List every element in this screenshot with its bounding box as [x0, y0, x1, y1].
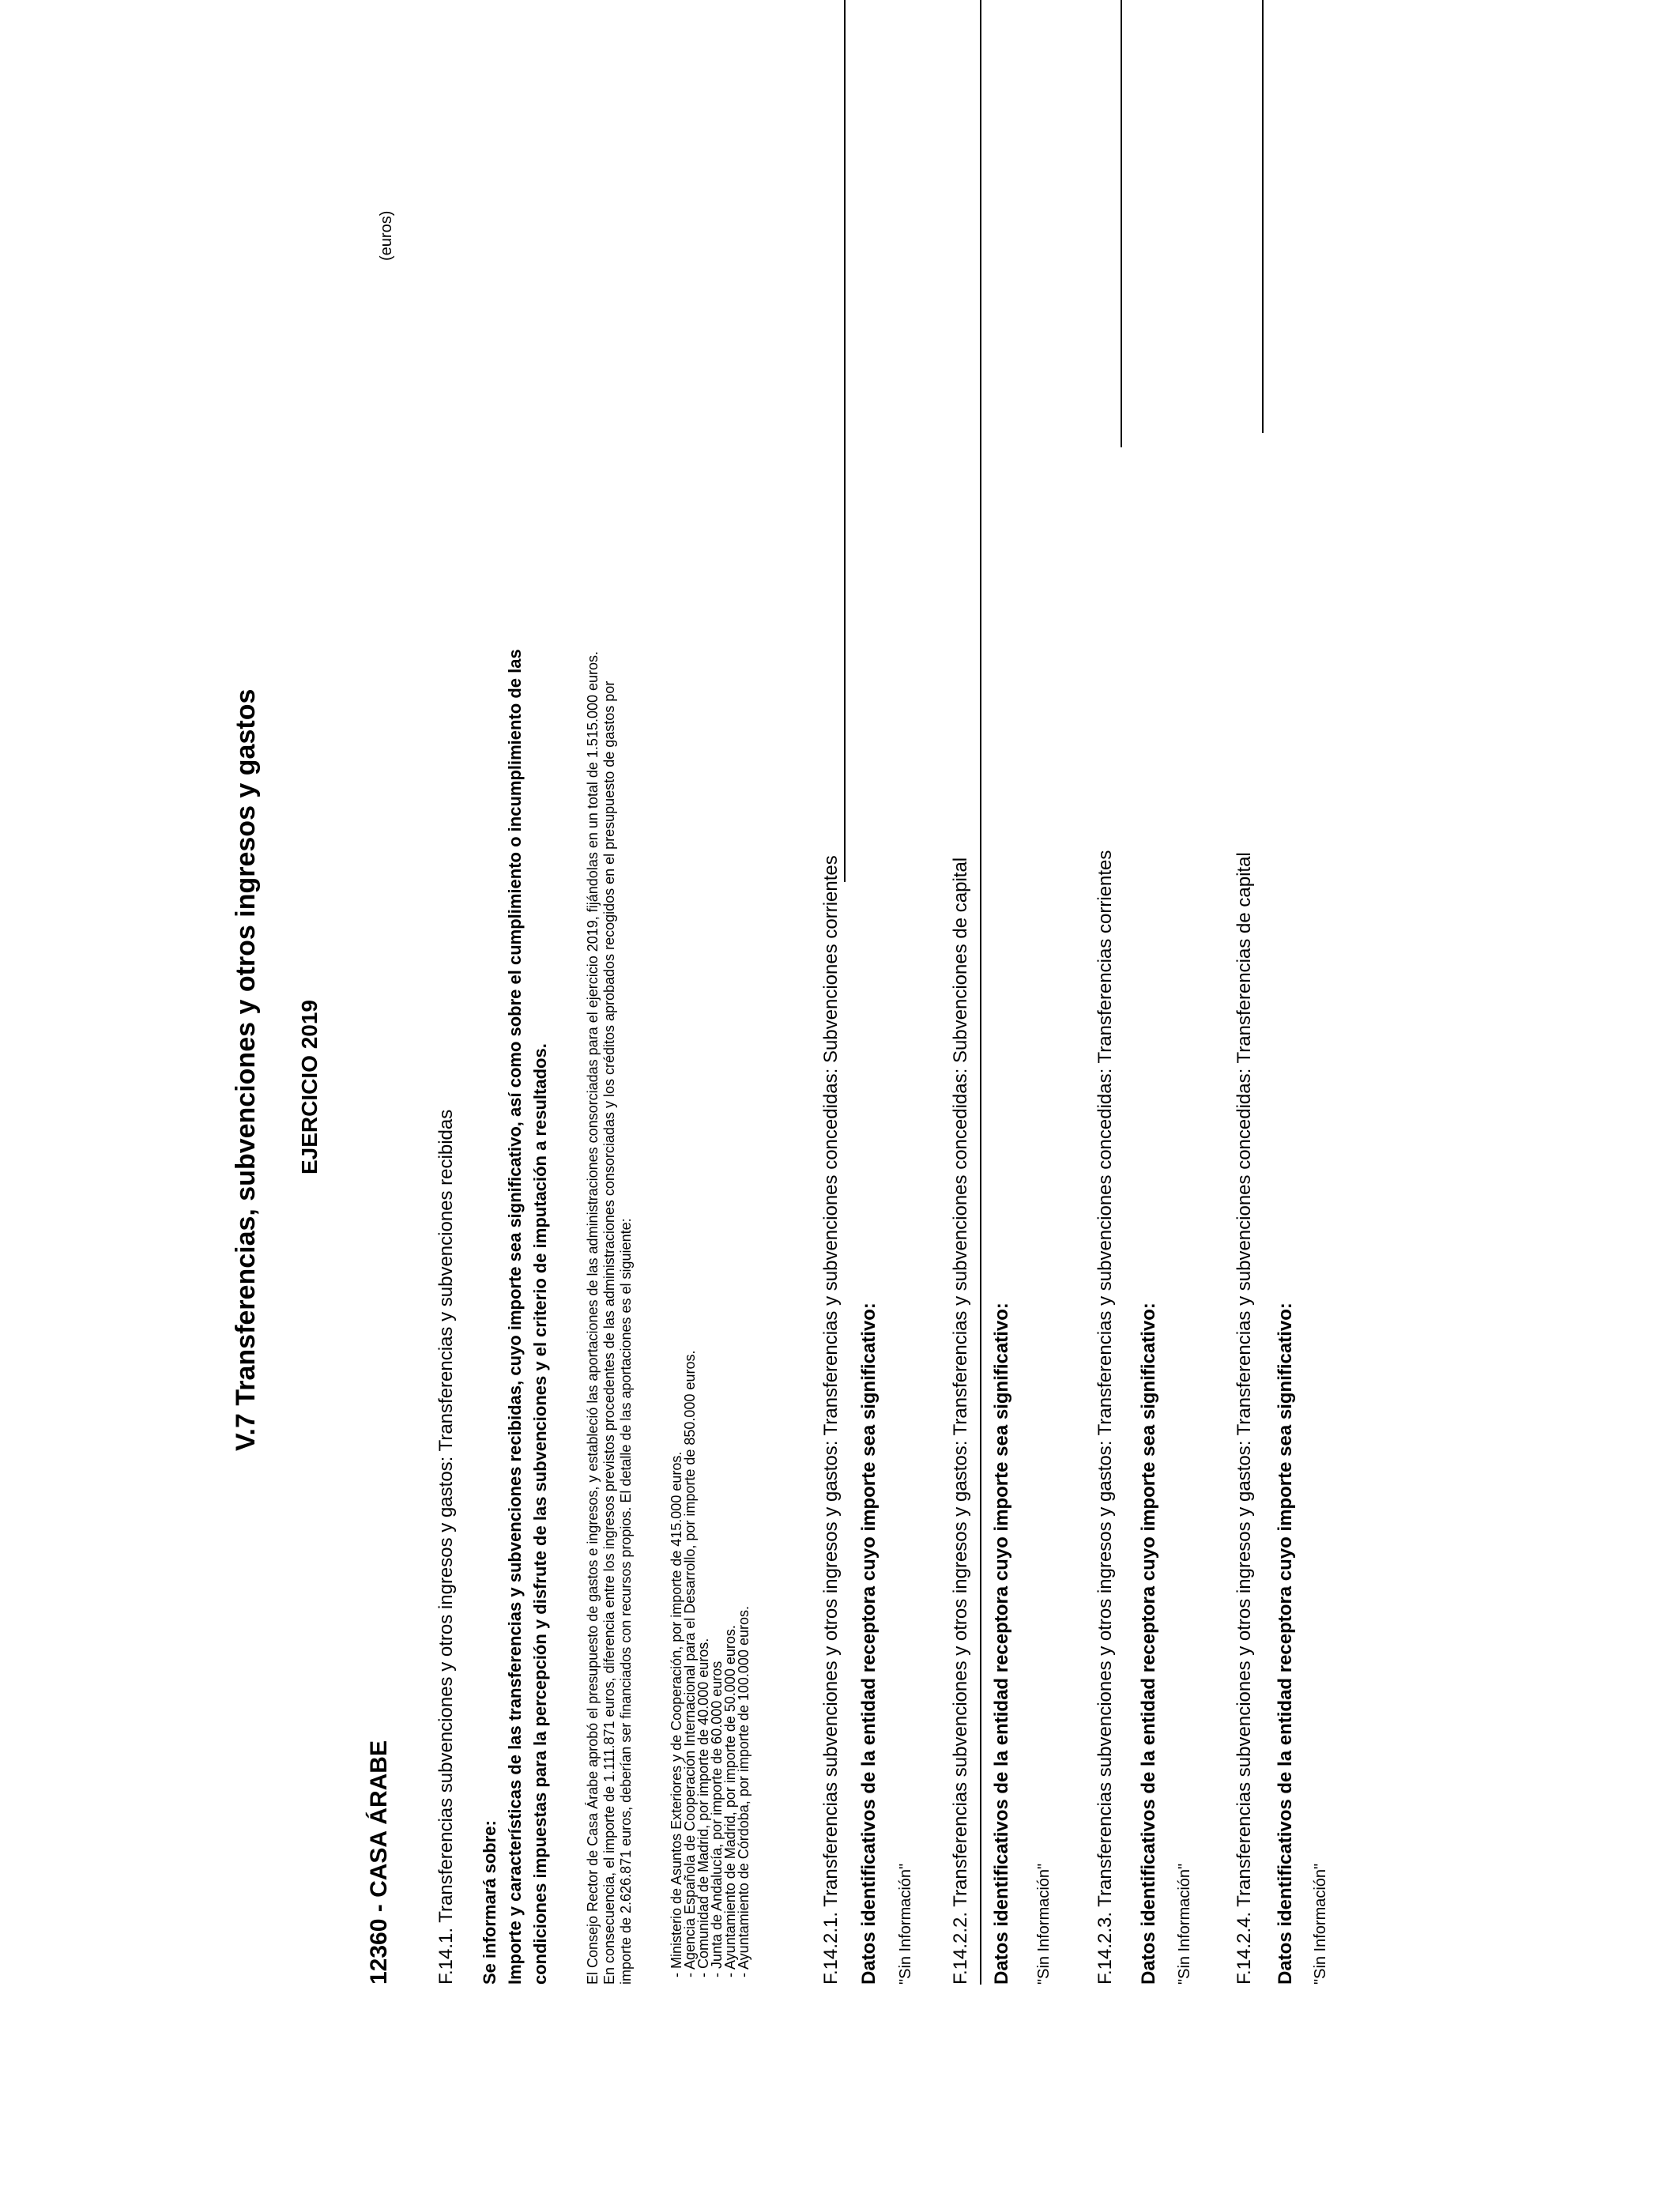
intro-line-1: Importe y características de las transferencias y subvenciones recibidas, cuyo importe sea significativo, así como sobre el cumplimiento o incumplimiento de las [505, 649, 525, 1985]
contributions-list [670, 1351, 751, 1978]
list-item: - Ayuntamiento de Madrid, por importe de 50.000 euros. [722, 1625, 738, 1977]
received-paragraph [585, 651, 635, 1985]
divider [980, 0, 981, 1985]
paragraph-line-1: El Consejo Rector de Casa Árabe aprobó el presupuesto de gastos e ingresos, y estableció las aportaciones de las administraciones consorciadas para el ejercicio 2019, fijándolas en un total de 1.515.000 euros. [585, 650, 601, 1985]
recipient-value: "Sin Información" [1176, 1863, 1193, 1985]
list-item: - Junta de Andalucía, por importe de 60.000 euros [709, 1661, 725, 1977]
entity-name: 12360 - CASA ÁRABE [366, 1740, 392, 1985]
units-label: (euros) [378, 210, 395, 261]
recipient-label: Datos identificativos de la entidad receptora cuyo importe sea significativo: [1275, 1302, 1296, 1985]
list-item: - Comunidad de Madrid, por importe de 40.000 euros. [695, 1638, 711, 1977]
page-title: V.7 Transferencias, subvenciones y otros ingresos y gastos [231, 688, 261, 1451]
grant-heading-capital-subsidies: F.14.2.2. Transferencias subvenciones y otros ingresos y gastos: Transferencias y subvenciones concedidas: Subvenciones de capital [950, 857, 971, 1985]
recipient-label: Datos identificativos de la entidad receptora cuyo importe sea significativo: [991, 1302, 1012, 1985]
divider [1262, 0, 1264, 433]
exercise-title: EJERCICIO 2019 [297, 1000, 322, 1174]
list-item: - Agencia Española de Cooperación Internacional para el Desarrollo, por importe de 850.000 euros. [682, 1350, 698, 1977]
list-item: - Ayuntamiento de Córdoba, por importe de 100.000 euros. [736, 1606, 751, 1977]
intro-line-2: condiciones impuestas para la percepción y disfrute de las subvenciones y el criterio de imputación a resultados. [530, 1043, 550, 1985]
paragraph-line-2: En consecuencia, el importe de 1.111.871 euros, diferencia entre los ingresos previstos procedentes de las administraciones consorciadas y los créditos aprobados recogidos en el presupuesto de gastos por [601, 680, 617, 1985]
received-intro [477, 649, 553, 1985]
recipient-label: Datos identificativos de la entidad receptora cuyo importe sea significativo: [858, 1302, 880, 1985]
recipient-label: Datos identificativos de la entidad receptora cuyo importe sea significativo: [1138, 1302, 1159, 1985]
list-item: - Ministerio de Asuntos Exteriores y de Cooperación, por importe de 415.000 euros. [669, 1451, 684, 1977]
paragraph-line-3: importe de 2.626.871 euros, deberían ser financiados con recursos propios. El detalle de las aportaciones es el siguiente: [618, 1218, 634, 1985]
divider [1121, 0, 1122, 447]
grant-heading-current-subsidies: F.14.2.1. Transferencias subvenciones y otros ingresos y gastos: Transferencias y subvenciones concedidas: Subvenciones corrientes [820, 855, 842, 1985]
recipient-value: "Sin Información" [897, 1863, 914, 1985]
recipient-value: "Sin Información" [1312, 1863, 1329, 1985]
received-heading: F.14.1. Transferencias subvenciones y otros ingresos y gastos: Transferencias y subvenciones recibidas [435, 1109, 457, 1985]
intro-label: Se informará sobre: [480, 1820, 499, 1985]
grant-heading-capital-transfers: F.14.2.4. Transferencias subvenciones y otros ingresos y gastos: Transferencias y subvenciones concedidas: Transferencias de capital [1234, 852, 1255, 1985]
recipient-value: "Sin Información" [1035, 1863, 1053, 1985]
divider [844, 0, 846, 882]
grant-heading-current-transfers: F.14.2.3. Transferencias subvenciones y otros ingresos y gastos: Transferencias y subvenciones concedidas: Transferencias corrientes [1094, 850, 1116, 1985]
